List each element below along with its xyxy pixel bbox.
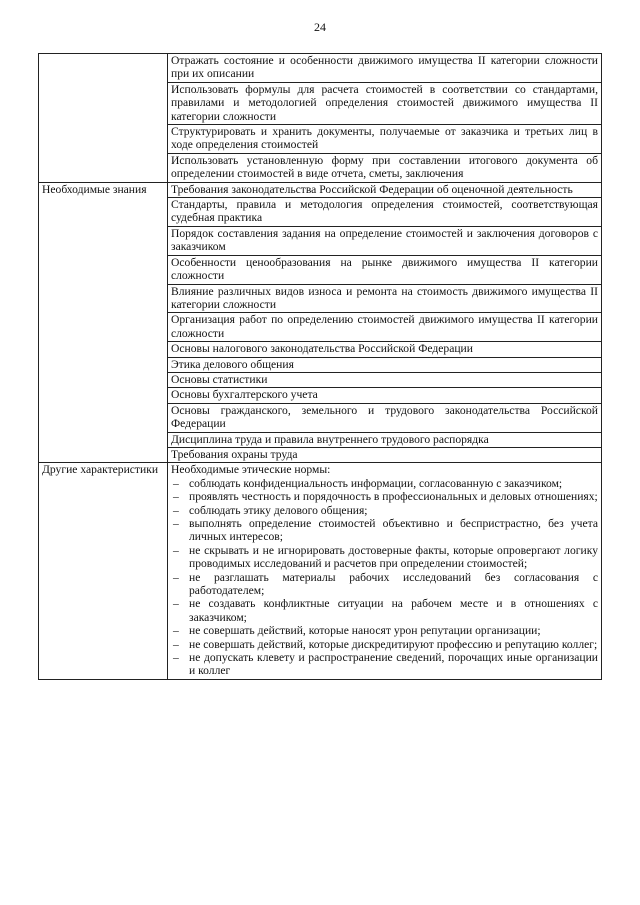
knowledge-item: Особенности ценообразования на рынке движимого имущества II категории сложности <box>168 255 602 284</box>
dash-bullet: – <box>173 517 179 530</box>
dash-bullet: – <box>173 490 179 504</box>
knowledge-item: Основы бухгалтерского учета <box>168 388 602 403</box>
ethics-item-text: выполнять определение стоимостей объективно и беспристрастно, без учета личных интересов; <box>189 517 598 544</box>
list-item <box>171 651 598 678</box>
knowledge-item: Основы налогового законодательства Российской Федерации <box>168 342 602 357</box>
list-item <box>171 597 598 624</box>
dash-bullet: – <box>173 624 179 638</box>
list-item <box>171 544 598 571</box>
row-label-empty <box>39 54 168 183</box>
dash-bullet: – <box>173 651 179 665</box>
table-row <box>39 182 602 197</box>
ethics-cell <box>168 463 602 680</box>
skill-item: Использовать формулы для расчета стоимостей в соответствии со стандартами, правилами и методологией определения стоимостей движимого имущества II категории сложности <box>168 82 602 124</box>
knowledge-item: Основы гражданского, земельного и трудового законодательства Российской Федерации <box>168 403 602 432</box>
competency-table <box>38 53 602 680</box>
table-body <box>39 54 602 680</box>
knowledge-item: Организация работ по определению стоимостей движимого имущества II категории сложности <box>168 313 602 342</box>
dash-bullet: – <box>173 597 179 611</box>
ethics-item-text: не совершать действий, которые дискредитируют профессию и репутацию коллег; <box>189 637 598 651</box>
list-item <box>171 504 598 517</box>
skill-item: Отражать состояние и особенности движимого имущества II категории сложности при их описании <box>168 54 602 83</box>
table-row <box>39 54 602 83</box>
dash-bullet: – <box>173 637 179 651</box>
knowledge-item: Основы статистики <box>168 372 602 387</box>
list-item <box>171 517 598 544</box>
other-label: Другие характеристики <box>39 463 168 680</box>
skill-item: Структурировать и хранить документы, получаемые от заказчика и третьих лиц в ходе определения стоимостей <box>168 125 602 154</box>
ethics-item-text: соблюдать конфиденциальность информации, согласованную с заказчиком; <box>189 476 563 490</box>
knowledge-item: Стандарты, правила и методология определения стоимостей, соответствующая судебная практика <box>168 198 602 227</box>
list-item <box>171 638 598 651</box>
ethics-item-text: не скрывать и не игнорировать достоверные факты, которые опровергают логику проводимых исследований и расчетов при определении стоимостей; <box>189 543 598 571</box>
ethics-item-text: соблюдать этику делового общения; <box>189 503 368 517</box>
ethics-intro: Необходимые этические нормы: <box>171 463 331 477</box>
ethics-item-text: не допускать клевету и распространение сведений, порочащих иные организации и коллег <box>189 651 598 678</box>
knowledge-item: Порядок составления задания на определение стоимостей и заключения договоров с заказчиком <box>168 226 602 255</box>
ethics-list <box>171 477 598 678</box>
list-item <box>171 490 598 503</box>
ethics-item-text: не создавать конфликтные ситуации на рабочем месте и в отношениях с заказчиком; <box>189 597 598 624</box>
page-number: 24 <box>314 20 326 34</box>
knowledge-item: Влияние различных видов износа и ремонта на стоимость движимого имущества II категории сложности <box>168 284 602 313</box>
knowledge-label: Необходимые знания <box>39 182 168 463</box>
table-row <box>39 463 602 680</box>
dash-bullet: – <box>173 476 179 490</box>
list-item <box>171 624 598 637</box>
ethics-item-text: не совершать действий, которые наносят урон репутации организации; <box>189 624 541 638</box>
knowledge-item: Этика делового общения <box>168 357 602 372</box>
dash-bullet: – <box>173 543 179 557</box>
knowledge-item: Дисциплина труда и правила внутреннего трудового распорядка <box>168 432 602 447</box>
ethics-item-text: проявлять честность и порядочность в профессиональных и деловых отношениях; <box>189 490 598 504</box>
knowledge-item: Требования законодательства Российской Федерации об оценочной деятельность <box>168 182 602 197</box>
dash-bullet: – <box>173 503 179 517</box>
skill-item: Использовать установленную форму при составлении итогового документа об определении стоимостей в виде отчета, сметы, заключения <box>168 153 602 182</box>
list-item <box>171 477 598 490</box>
dash-bullet: – <box>173 570 179 584</box>
list-item <box>171 571 598 598</box>
knowledge-item: Требования охраны труда <box>168 447 602 462</box>
ethics-item-text: не разглашать материалы рабочих исследований без согласования с работодателем; <box>189 570 598 598</box>
